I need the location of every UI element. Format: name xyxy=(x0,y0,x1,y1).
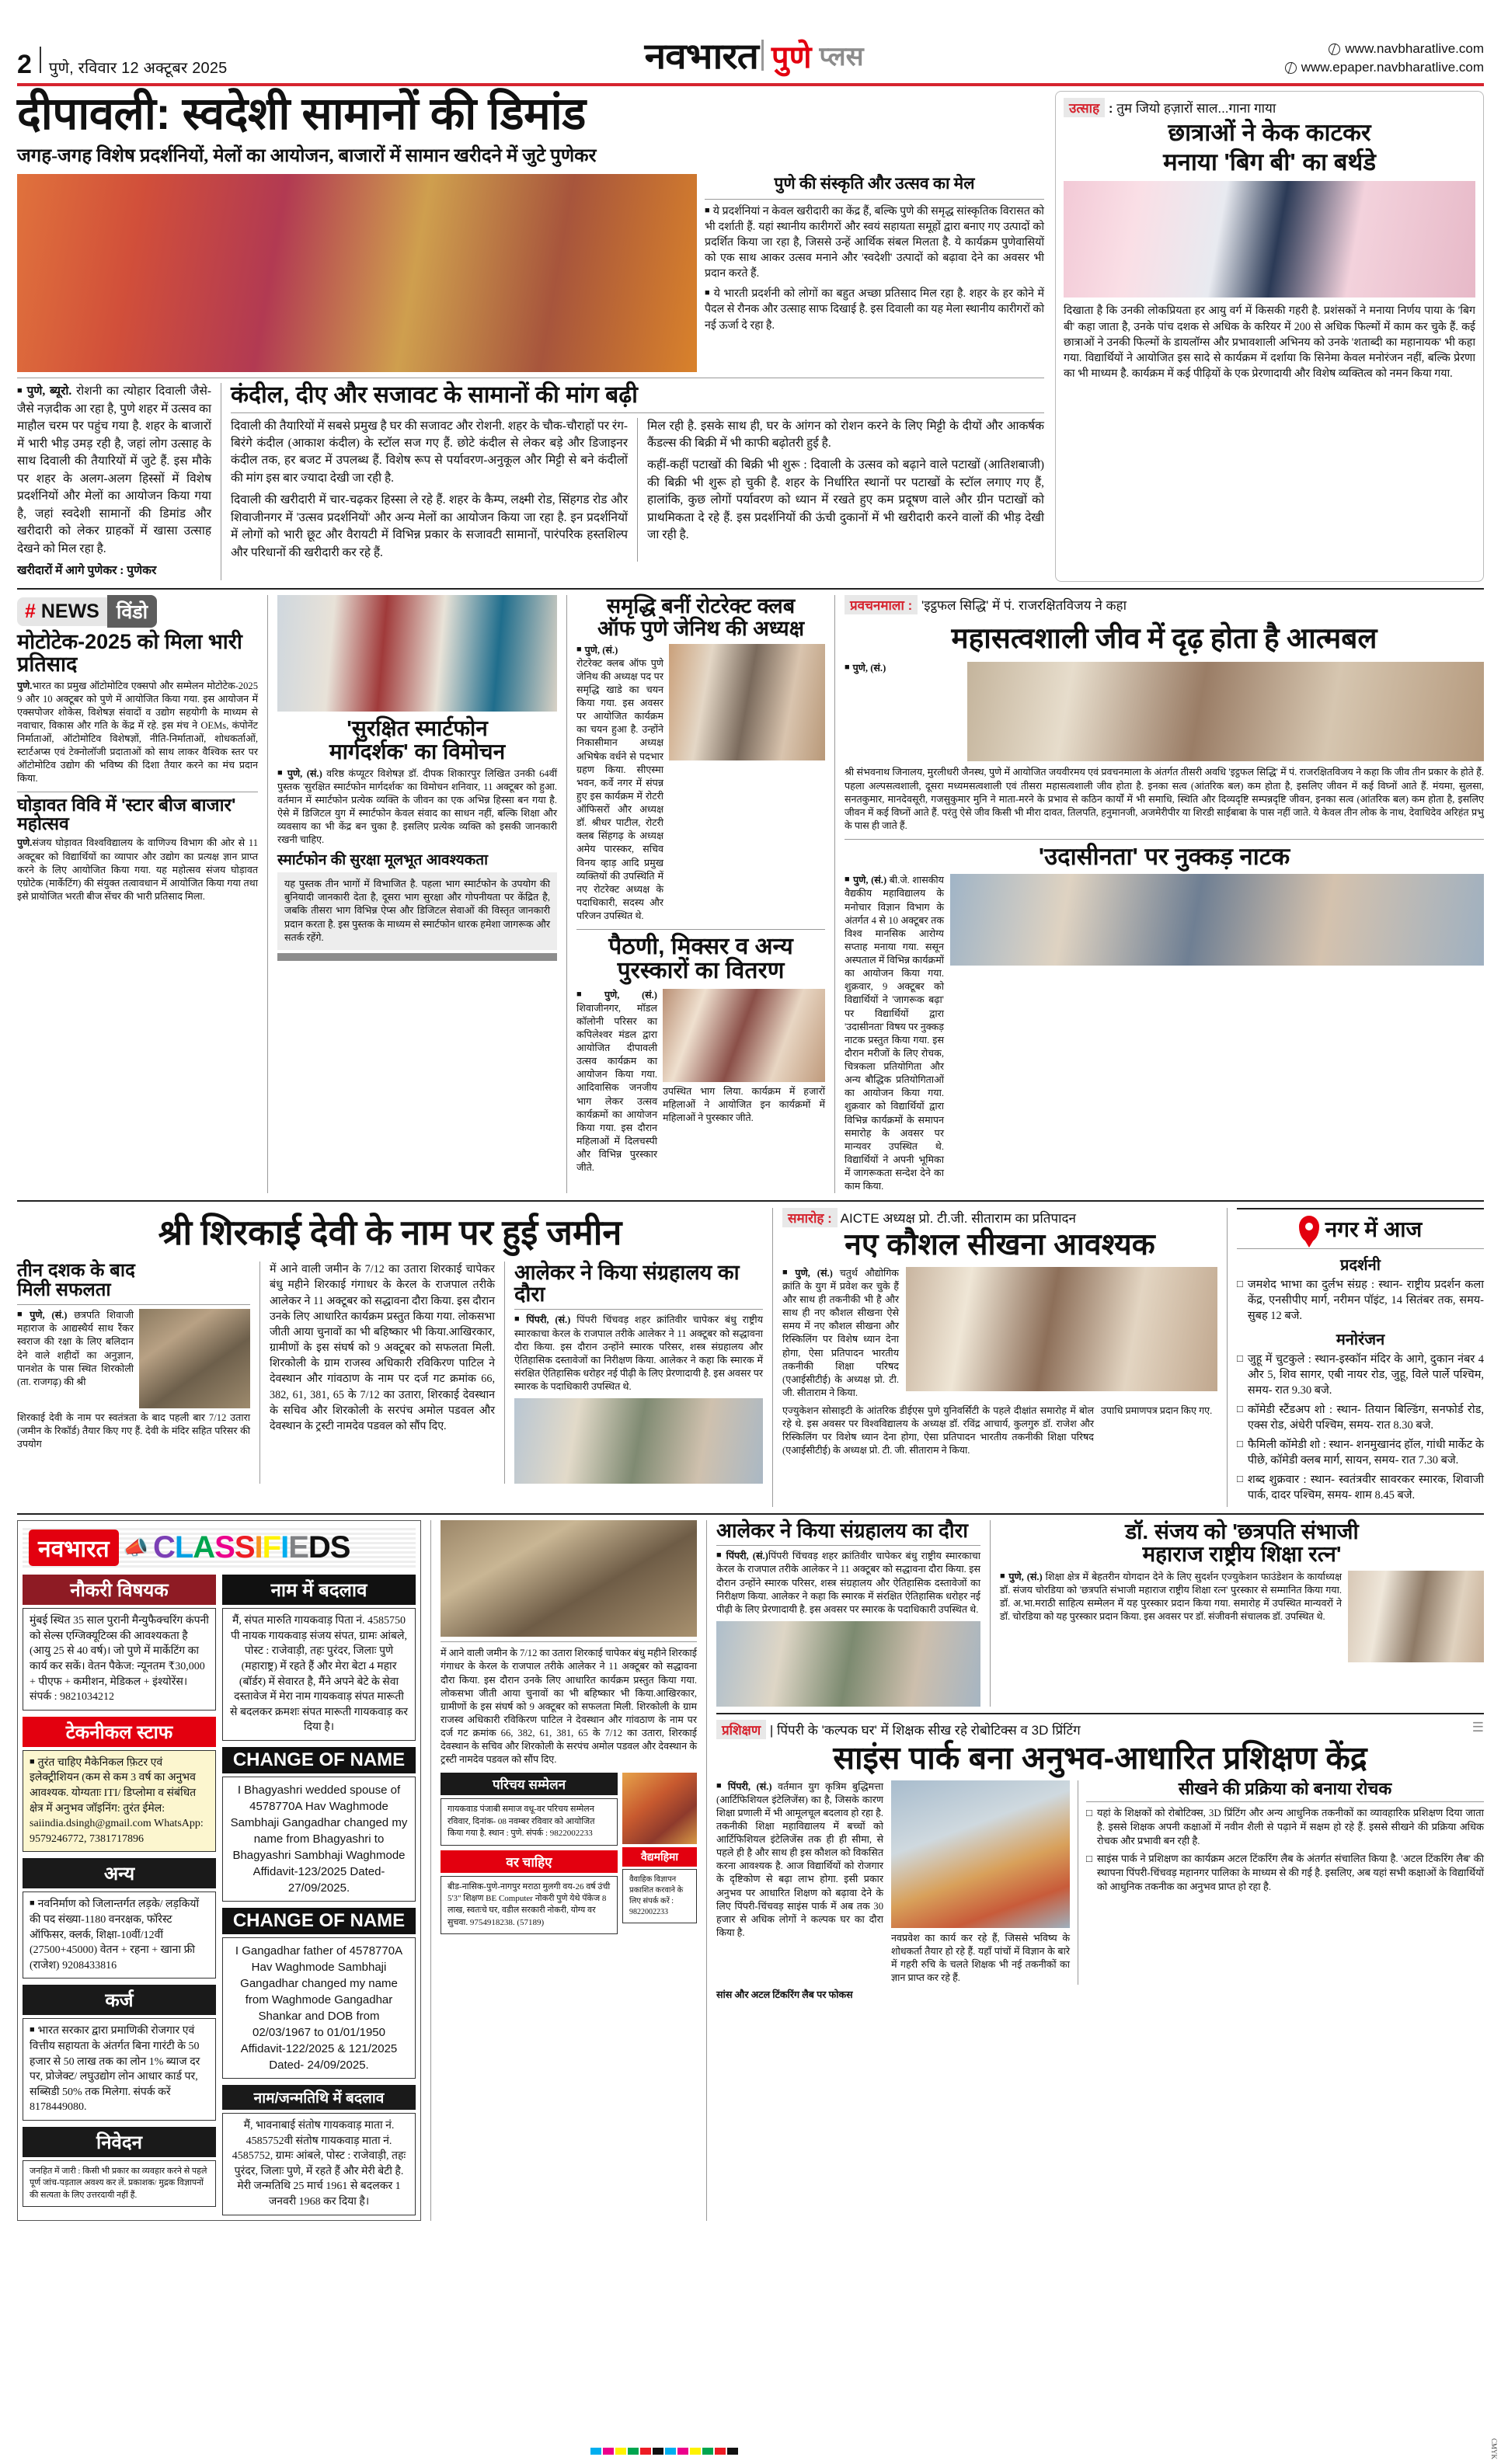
utsah-photo xyxy=(1064,181,1475,298)
alekar-body: पिंपरी चिंचवड़ शहर क्रांतिवीर चापेकर बंधु राष्ट्रीय स्मारकाचा केरल के राजपाल तरीके आलेकर ने 11 अक्टूबर को सद्धावना दौरा किया. इस दौरान उन्होंने स्मारक परिसर, शस्त्र संग्रहालय और ऐतिहासिक दस्तावेजों का निरीक्षण किया. आलेकर ने कहा कि स्मारक में संरक्षित ऐतिहासिक धरोहर नई पीढ़ी के लिए प्रेरणादायी है. इस अवसर पर स्मारक के पदाधिकारी उपस्थित थे. xyxy=(514,1314,763,1393)
masthead-websites xyxy=(1285,40,1484,78)
lower-middle-block xyxy=(441,1520,697,2220)
city-today-item: □ शब्द शुक्रवार : स्थान- स्वतंत्रवीर सावरकर स्मारक, शिवाजी पार्क, दादर पश्चिम, समय- शाम 8.45 बजे. xyxy=(1237,1473,1484,1502)
classified-category-karj: कर्ज xyxy=(23,1985,216,2015)
newsvideo-body: भारत का प्रमुख ऑटोमोटिव एक्सपो और सम्मेलन मोटोटेक-2025 9 और 10 अक्टूबर को पुणे में आयोजित किया गया. इस आयोजन में एक्सपोजर शोकेस, विशेषज्ञ संवादों व उद्योग सहयोगी के माध्यम से नवाचार, विकास और गति के केंद्र में रहे. इस मंच ने OEMs, कंपोनेंट निर्माताओं, ऑटोमोटिव विशेषज्ञों, नीति-निर्माताओं, शोधकर्ताओं, स्टार्टअप्स एवं टेक्नोलॉजी प्रदाताओं को साथ लाकर वैश्विक स्तर पर ऑटोमोटिव उद्योग की भविष्य की दिशा तैयार करने का मंच प्रदान किया. xyxy=(17,680,258,785)
city-today-section-exhibition: प्रदर्शनी xyxy=(1340,1257,1381,1275)
newsvideo-block xyxy=(17,595,258,1193)
shirkai-body-mid: में आने वाली जमीन के 7/12 का उतारा शिरकाई चापेकर बंधु महीने शिरकाई गंगाधर के केरल के राजपाल तरीके आलेकर ने 11 अक्टूबर को सद्धावना दौरा किया. इस दौरान उनके लिए आधारित कार्यक्रम प्रस्तुत किया गया. लोकसभा जीती आया चुनावों का भी बहिष्कार भी किया.आखिरकार, ग्रामीणों के इस संघर्ष को 9 अक्टूबर को सफलता मिली. शिरकोली के ग्राम राजस्व अधिकारी रविकिरण पाटिल ने देवस्थान और गांवठाण के नाम पर दर्ज गट क्रमांक 66, 382, 61, 381, 65 के 7/12 का उतारा, शिरकाई देवस्थान के सचिव और शिरकोली के सरपंच अमोल पडवल और देवस्थान के ट्रस्टी नामदेव पडवल को सौंप दिए. xyxy=(270,1263,495,1432)
lead-right-subhead: पुणे की संस्कृति और उत्सव का मेल xyxy=(774,174,975,193)
classifieds-block xyxy=(17,1520,421,2220)
prashikshan-kicker: प्रशिक्षण | पिंपरी के 'कल्पक घर' में शिक्षक सीख रहे रोबोटिक्स व 3D प्रिंटिंग ☰ xyxy=(716,1720,1484,1739)
section-rule-3 xyxy=(17,1513,1484,1515)
classified-category-vaid: वैद्यमहिमा xyxy=(622,1847,697,1867)
pravachanmala-body: श्री संभवनाथ जिनालय, मुरलीधरी जैनस्थ, पुणे में आयोजित जयवीरमय एवं प्रवचनमाला के अंतर्गत तीसरी अवधि 'इट्ठफल सिद्धि' में पं. राजरक्षितविजय ने कहा कि जीव तीन प्रकार के होते हैं. पहला अल्पसत्वशाली, दूसरा मध्यमसत्वशाली एवं तीसरा महासत्वशाली जीव होता है. इनका सत्व (आंतरिक बल) कम होता है, इसलिए जीवन में कई विघ्नों आते हैं. मंयमा, सुलसा, सनतकुमार, मानदेवसूरी, गजसुकुमार मुनि ने माता-मरने के प्रभाव से कठिन कार्यों में भी समाधि, स्थिति और दिव्यदृष्टि सम्पन्नदृष्टि जीवन, इनका सत्व (आंतरिक बल) कम होता है, इसलिए जीवन में कई विघ्नों आते हैं. परंतु ऐसे जीव किसी भी मीरा दावत, तिलपति, हनुमानजी, अजमेरीपीर या शिरडी साईबाबा के पास नहीं जाते. ये केवल तीन लोक के नाथ, देवाधिदेव अरिहंत प्रभु के पास ही जाते हैं. xyxy=(845,767,1484,831)
bullet-square-icon: □ xyxy=(1237,1473,1243,1485)
prashikshan-kicker-tag: प्रशिक्षण xyxy=(716,1720,766,1739)
aicte-body-right: एज्युकेशन सोसाइटी के आंतरिक डीईएस पुणे युनिवर्सिटी के पहले दीक्षांत समारोह में बोल रहे थे. इस अवसर पर विश्वविद्यालय के अध्यक्ष डॉ. रविंद्र आचार्य, कुलगुरु डॉ. राजेश और रिस्किलिंग पर विशेष ध्यान देना होगा, ऐसा प्रतिपादन भारतीय तकनीकी शिक्षा परिषद (एआईसीटीई) के अध्यक्ष प्रो. टी. जी. सीताराम ने किया. xyxy=(782,1405,1094,1456)
alekar-lower: आलेकर ने किया संग्रहालय का दौरा ■ पिंपरी, (सं.)पिंपरी चिंचवड़ शहर क्रांतिवीर चापेकर बंधु राष्ट्रीय स्मारकाचा केरल के राजपाल तरीके आलेकर ने 11 अक्टूबर को सद्धावना दौरा किया. इस दौरान उन्होंने स्मारक परिसर, शस्त्र संग्रहालय और ऐतिहासिक दस्तावेजों का निरीक्षण किया. आलेकर ने कहा कि स्मारक में संरक्षित ऐतिहासिक धरोहर नई पीढ़ी के लिए प्रेरणादायी है. इस अवसर पर स्मारक के पदाधिकारी उपस्थित थे. xyxy=(716,1520,980,1707)
classified-category-naukri: नौकरी विषयक xyxy=(23,1575,216,1605)
logo-navbharat: नवभारत xyxy=(644,36,758,76)
shirkai-block xyxy=(17,1208,763,1507)
smartphone-dateline: पुणे, (सं.) xyxy=(287,767,322,779)
shirkai-subhead-1: तीन दशक के बाद xyxy=(17,1260,135,1282)
color-registration-bar xyxy=(590,2448,738,2455)
classifieds-wordmark: CLASSIFIEDS xyxy=(152,1530,350,1565)
smartphone-sub-head: स्मार्टफोन की सुरक्षा मूलभूत आवश्यकता xyxy=(277,852,489,869)
prashikshan-photo xyxy=(891,1780,1070,1928)
classified-category-var: वर चाहिए xyxy=(441,1850,618,1873)
bullet-square-icon: □ xyxy=(1086,1853,1092,1865)
starseed-body: संजय घोड़ावत विश्वविद्यालय के वाणिज्य विभाग की ओर से 11 अक्टूबर को विद्यार्थियों का व्यापार और उद्योग का प्रत्यक्ष ज्ञान प्राप्त करने के लिए आयोजित किया गया. यह महोत्सव संजय घोड़ावत एग्रोटेक (मार्केटिंग) की संयुक्त तत्वावधान में आयोजित किया गया तथा इसे प्रायोजित भरती बीज सेंचर की भारी प्रतिसाद मिला. xyxy=(17,837,258,902)
classifieds-header xyxy=(23,1526,416,1570)
smartphone-photo xyxy=(277,595,557,712)
lead-story xyxy=(17,91,1044,582)
classifieds-brand: नवभारत xyxy=(29,1530,119,1566)
classified-category-nivedan: निवेदन xyxy=(23,2127,216,2157)
lead-col1-bold: खरीदारों में आगे पुणेकर : पुणेकर xyxy=(17,564,157,578)
globe-icon xyxy=(1285,62,1297,74)
aicte-block xyxy=(782,1208,1217,1507)
lead-mid-headline: कंदील, दीए और सजावट के सामानों की मांग बढ़ी xyxy=(231,382,638,409)
prashikshan-kicker-text: पिंपरी के 'कल्पक घर' में शिक्षक सीख रहे रोबोटिक्स व 3D प्रिंटिंग xyxy=(777,1722,1081,1738)
classified-ad: गायकवाड पंजाबी समाज वधू-वर परिचय सम्मेलन रविवार, दिनांक- 08 नवम्बर रविवार को आयोजित किया गया है. स्थान : पुणे. संपर्क : 9822002233 xyxy=(441,1798,618,1845)
pravachanmala-kicker-tag: प्रवचनमाला : xyxy=(845,595,918,614)
sanjay-body: शिक्षा क्षेत्र में बेहतरीन योगदान देने के लिए सुदर्शन एज्युकेशन फाउंडेशन के कार्याध्यक्ष डॉ. संजय चोरडिया को 'छत्रपति संभाजी महाराज राष्ट्रीय शिक्षा रत्न' पुरस्कार से सम्मानित किया गया. डॉ. अ.भा.मराठी साहित्य सम्मेलन में यह पुरस्कार प्रदान किया गया. समारोह में उपस्थित मान्यवरों ने डॉ. चोरडिया को यह पुरस्कार प्रदान किया. इस अवसर पर डॉ. संजीवनी संचालक डॉ. उपस्थित थे. xyxy=(1000,1571,1343,1622)
location-pin-icon xyxy=(1299,1216,1319,1242)
nukkad-photo xyxy=(950,874,1484,966)
lead-photo xyxy=(17,174,697,372)
logo-pune: पुणे xyxy=(771,40,812,75)
megaphone-icon: 📣 xyxy=(123,1536,148,1559)
prashikshan-sub-item-2: □ साइंस पार्क ने प्रशिक्षण का कार्यक्रम अटल टिंकरिंग लैब के अंतर्गत संचालित किया है. 'अटल टिंकरिंग लैब' की स्थापना पिंपरी-चिंचवड़ महानगर पालिका के माध्यम से की गई है. इसलिए, अब यहां सभी कक्षाओं के विद्यार्थियों को आधुनिक तकनीक का अनुभव प्राप्त हो रहा है. xyxy=(1086,1853,1484,1893)
smartphone-grey-rule xyxy=(277,953,557,961)
utsah-kicker: उत्साह : तुम जियो हज़ारों साल...गाना गाया xyxy=(1064,98,1475,117)
starseed-dateline: पुणे. xyxy=(17,837,33,849)
sanjay-headline-1: डॉ. संजय को 'छत्रपति संभाजी xyxy=(1125,1519,1359,1544)
bullet-square-icon: □ xyxy=(1237,1438,1243,1450)
classified-ad: जनहित में जारी : किसी भी प्रकार का व्यवहार करने से पहले पूर्ण जांच-पड़ताल अवश्य कर लें. प्रकाशक/ मुद्रक विज्ञापनों की सत्यता के लिए उत्तरदायी नहीं हैं. xyxy=(23,2160,216,2207)
rotaract-body: रोटरेक्ट क्लब ऑफ पुणे जेनिथ की अध्यक्ष पद पर समृद्धि खाडे का चयन किया गया. इस अवसर पर आयोजित कार्यक्रम का चयन हुआ है. उन्होंने निकासीमान अध्यक्ष अभिषेक वर्धने से पदभार ग्रहण किया. सीएस्मा भवन, कर्वे नगर में संपन्न हुए इस कार्यक्रम में रोटरी ऑफिसरों और अध्यक्ष डॉ. श्रीधर पाटील, रोटरी क्लब सिंहगढ़ के अध्यक्ष अमेय पारस्कर, सचिव विनय व्हाड़ आदि प्रमुख व्यक्तियों की उपस्थिति में नए रोटरेक्ट अध्यक्ष के पदाधिकारी, सदस्य और परिजन उपस्थित थे. xyxy=(576,657,663,922)
city-today-title: नगर में आज xyxy=(1325,1217,1423,1242)
prashikshan-mid-body: नवप्रवेश का कार्य कर रहे हैं, जिससे भविष्य के शोधकर्ता तैयार हो रहे हैं. यहाँ पांचों में विज्ञान के बारे में गहरी रुचि के चलते शिक्षक भी नई तकनीकों का ज्ञान प्राप्त कर रहे हैं. xyxy=(891,1932,1070,1983)
city-today-item: □ जुहू में चुटकुले : स्थान-इस्कॉन मंदिर के आगे, दुकान नंबर 4 और 5, शिव सागर, एबी नायर रोड, जुहू, विले पार्ले पश्चिम, समय- रात 9.30 बजे. xyxy=(1237,1352,1484,1397)
bullet-square-icon: □ xyxy=(1237,1352,1243,1365)
prashikshan-headline: साइंस पार्क बना अनुभव-आधारित प्रशिक्षण केंद्र xyxy=(833,1739,1367,1776)
lead-mid-col1b: दिवाली की खरीदारी में चार-चढ़कर हिस्सा ले रहे हैं. शहर के कैम्प, लक्ष्मी रोड, सिंहगड रोड और शिवाजीनगर में 'उत्सव प्रदर्शनियों' और अन्य मेलों का आयोजन किया जा रहा है. इन प्रदर्शनियों में लोगों को भारी छूट और वैरायटी में विभिन्न प्रकार के सजावटी सामानों, पारंपरिक हस्तशिल्प और परिधानों की खरीदारी कर रहे हैं. xyxy=(231,493,628,559)
lead-mid-col2: मिल रही है. इसके साथ ही, घर के आंगन को रोशन करने के लिए मिट्टी के दीयों और आकर्षक कैंडल्स की बिक्री में भी काफी बढ़ोतरी हुई है. xyxy=(647,419,1044,450)
prashikshan-block xyxy=(716,1720,1484,2002)
prashikshan-subhead: सीखने की प्रक्रिया को बनाया रोचक xyxy=(1178,1778,1392,1798)
alekar-dateline: पिंपरी, (सं.) xyxy=(526,1314,571,1326)
lead-col-1 xyxy=(17,383,211,579)
aicte-headline: नए कौशल सीखना आवश्यक xyxy=(845,1228,1155,1262)
paithani-headline-1: पैठणी, मिक्सर व अन्य xyxy=(608,934,793,960)
website-epaper[interactable]: www.epaper.navbharatlive.com xyxy=(1301,60,1484,75)
smartphone-headline-1: 'सुरक्षित स्मार्टफोन xyxy=(347,716,488,741)
utsah-headline-line2: मनाया 'बिग बी' का बर्थडे xyxy=(1163,148,1376,176)
lead-col1-text: रोशनी का त्योहार दिवाली जैसे-जैसे नज़दीक आ रहा है, पुणे शहर में उत्सव का माहौल चरम पर पहुंच गया है. शहर के बाजारों में भारी भीड़ उमड़ रही है, जहां लोग उत्साह के साथ दिवाली की तैयारियों में जुटे हैं. इस मौके पर शहर के अलग-अलग हिस्सों में विशेष प्रदर्शनियों और मेलों का आयोजन किया गया है, जहां स्वदेशी सामानों की डिमांड और खरीदारी को लेकर ग्राहकों में खासा उत्साह देखने को मिल रहा है. xyxy=(17,385,212,555)
sanjay-photo xyxy=(1348,1571,1484,1662)
alekar-lower-photo xyxy=(716,1621,980,1707)
section-rule-1 xyxy=(17,588,1484,590)
classified-category-naam-janm: नाम/जन्मतिथि में बदलाव xyxy=(222,2085,416,2110)
aicte-body-right-2: उपाधि प्रमाणपत्र प्रदान किए गए. xyxy=(1101,1405,1213,1417)
pravachanmala-dateline: पुणे, (सं.) xyxy=(852,663,886,674)
utsah-headline-line1: छात्राओं ने केक काटकर xyxy=(1168,119,1371,146)
classified-ad: वैवाहिक विज्ञापन प्रकाशित करवाने के लिए संपर्क करें : 9822002233 xyxy=(622,1869,697,1923)
masthead-logo[interactable] xyxy=(644,31,864,79)
smartphone-headline-2: मार्गदर्शक' का विमोचन xyxy=(329,739,506,764)
city-today-section-entertainment: मनोरंजन xyxy=(1336,1331,1385,1349)
classified-ad: ■ भारत सरकार द्वारा प्रमाणिकी रोजगार एवं वित्तीय सहायता के अंतर्गत बिना गारंटी के 50 हजार से 50 लाख तक का लोन 1% ब्याज दर पर, प्रोजेक्ट/ लघुउद्योग लोन आधार कार्ड पर, सब्सिडी 50% तक मिलेगा. संपर्क करें 8178449080. xyxy=(23,2018,216,2121)
classified-category-change-of-name: CHANGE OF NAME xyxy=(222,1747,416,1773)
smartphone-sub-body: यह पुस्तक तीन भागों में विभाजित है. पहला भाग स्मार्टफोन के उपयोग की बुनियादी जानकारी देता है, दूसरा भाग सुरक्षा और गोपनीयता पर केंद्रित है, जबकि तीसरा भाग विभिन्न ऐप्स और डिजिटल सेवाओं की विस्तृत जानकारी प्रदान करता है. इस पुस्तक के माध्यम से स्मार्टफोन धारक हमेशा जागरूक और सतर्क रहेंगे. xyxy=(277,872,557,950)
logo-separator xyxy=(761,40,764,71)
lead-mid-col1: दिवाली की तैयारियों में सबसे प्रमुख है घर की सजावट और रोशनी. शहर के चौक-चौराहों पर रंग-बिरंगे कंदील (आकाश कंदील) के स्टॉल सज गए हैं. छोटे कंदील से लेकर बड़े और डिजाइनर कंदील तक, हर बजट में उपलब्ध हैं. विशेष रूप से पर्यावरण-अनुकूल और मिट्टी से बने कंदीलों की मांग इस बार ज्यादा देखी जा रही है. xyxy=(231,419,628,485)
hamburger-icon: ☰ xyxy=(1471,1719,1484,1735)
paithani-dateline: पुणे, (सं.) xyxy=(604,989,657,1001)
city-today-item: □ फैमिली कॉमेडी शो : स्थान- शनमुखानंद हॉल, गांधी मार्केट के पीछे, कॉमेडी क्लब मार्ग, सायन, समय- रात 7.30 बजे. xyxy=(1237,1438,1484,1467)
logo-plus: प्लस xyxy=(819,42,864,71)
bullet-square-icon: □ xyxy=(1237,1278,1243,1290)
lead-subhead: जगह-जगह विशेष प्रदर्शनियों, मेलों का आयोजन, बाजारों में सामान खरीदने में जुटे पुणेकर xyxy=(17,146,597,167)
lower-middle-body: में आने वाली जमीन के 7/12 का उतारा शिरकाई चापेकर बंधु महीने शिरकाई गंगाधर के केरल के राजपाल तरीके आलेकर ने 11 अक्टूबर को सद्धावना दौरा किया. इस दौरान उनके लिए आधारित कार्यक्रम प्रस्तुत किया गया. लोकसभा जीती आया चुनावों का भी बहिष्कार भी किया.आखिरकार, ग्रामीणों के इस संघर्ष को 9 अक्टूबर को सफलता मिली. शिरकोली के ग्राम राजस्व अधिकारी रविकिरण पाटिल ने देवस्थान और गांवठाण के नाम पर दर्ज गट क्रमांक 66, 382, 61, 381, 65 के 7/12 का उतारा, शिरकाई देवस्थान के सचिव और शिरकोली के सरपंच अमोल पडवल और देवस्थान के ट्रस्टी नामदेव पडवल को सौंप दिए. xyxy=(441,1648,697,1766)
prashikshan-footer-head: सांस और अटल टिंकरिंग लैब पर फोकस xyxy=(716,1989,853,2001)
classified-category-change-of-name-2: CHANGE OF NAME xyxy=(222,1908,416,1934)
lead-headline: दीपावली: स्वदेशी सामानों की डिमांड xyxy=(17,89,586,139)
alekar-lower-headline: आलेकर ने किया संग्रहालय का दौरा xyxy=(716,1519,968,1543)
rotaract-block xyxy=(576,595,825,1193)
masthead xyxy=(17,14,1484,81)
shirkai-headline: श्री शिरकाई देवी के नाम पर हुई जमीन xyxy=(158,1213,622,1253)
shirkai-body-left: छत्रपति शिवाजी महाराज के आद्यस्थैर्य साथ रैंकर स्वराज की रक्षा के लिए बलिदान देने वाले शहीदों का अनुज्ञान, पानशेत के पास स्थित शिरकोली (ता. राजगढ़) की श्री xyxy=(17,1310,134,1387)
prashikshan-body-left: वर्तमान युग कृत्रिम बुद्धिमत्ता (आर्टिफिशियल इंटेलिजेंस) का है, जिसके कारण शिक्षा प्रणाली में भी आमूलचूल बदलाव हो रहा है. तकनीकी शिक्षा महाविद्यालय में बच्चों को आर्टिफिशियल इंटेलिजेंस तक ही ही सीमा, से पहले ही है और साथ ही इस कौशल को विकसित करना आवश्यक है. आज विद्यार्थियों को रोजगार के दृष्टिकोण से बढ़ा लाभ होगा. इसी प्रकार अनुभव पर आधारित शिक्षण को बढ़ावा देने के लिए पिंपरी-चिंचवड़ साइंस पार्क में अब तक 30 हजार से अधिक लोगों ने कल्पक घर का दौरा किया है. xyxy=(716,1780,883,1938)
classified-ad: ■ नवनिर्माण को जिलान्तर्गत लड़के/ लड़कियों की पद संख्या-1180 वनरक्षक, फॉरेस्ट ऑफिसर, क्लर्क, शिक्षा-10वीं/12वीं (27500+45000) वेतन + रहना + खाना फ्री (राजेश) 9208433816 xyxy=(23,1892,216,1979)
lead-byline: पुणे, ब्यूरो. xyxy=(26,385,72,398)
tab-video[interactable]: विंडो xyxy=(107,595,157,628)
bullet-square-icon: □ xyxy=(1237,1403,1243,1415)
utsah-kicker-tag: उत्साह xyxy=(1064,98,1105,117)
aicte-kicker xyxy=(782,1208,1217,1227)
classified-ad: मैं, संपत मारुति गायकवाड़ पिता नं. 4585750 पी नायक गायकवाड़ संजय संपत, ग्रामः आंबले, पोस्ट : राजेवाड़ी, तहः पुरंदर, जिलाः पुणे (महाराष्ट्र) में रहते हैं और मेरा बेटा 4 महार (बॉर्डर) में सेवारत है, मैंने अपने बेटे के सेवा दस्तावेज में मेरा नाम गायकवाड़ संपत मारूती से बदलकर क्रमशः संपत मारूती गायकवाड़ कर दिया है। xyxy=(222,1608,416,1741)
masthead-dateline: पुणे, रविवार 12 अक्टूबर 2025 xyxy=(48,60,228,77)
city-today-header xyxy=(1237,1214,1484,1244)
alekar-photo xyxy=(514,1398,763,1484)
news-video-tabs[interactable] xyxy=(17,595,258,628)
globe-icon xyxy=(1329,44,1340,55)
sanjay-dateline: पुणे, (सं.) xyxy=(1008,1571,1043,1582)
lead-right-para-2: ■ ये भारती प्रदर्शनी को लोगों का बहुत अच्छा प्रतिसाद मिल रहा है. शहर के हर कोने में पैदल से रौनक और उत्साह साफ दिखाई है. इस दिवाली का यह मेला स्थानीय कारीगरों को नई ऊर्जा दे रहा है. xyxy=(705,286,1044,332)
website-main[interactable]: www.navbharatlive.com xyxy=(1345,40,1484,56)
sanjay-block xyxy=(1000,1520,1484,1707)
rotaract-photo xyxy=(669,644,825,760)
page-number: 2 xyxy=(17,50,32,79)
utsah-kicker-text: तुम जियो हज़ारों साल...गाना गाया xyxy=(1116,101,1276,116)
nukkad-headline: 'उदासीनता' पर नुक्कड़ नाटक xyxy=(1038,843,1290,871)
vaid-ad-photo xyxy=(622,1773,697,1844)
pravachanmala-photo xyxy=(967,662,1484,761)
pravachanmala-block xyxy=(845,595,1484,1193)
band-3 xyxy=(17,1208,1484,1507)
lead-mid-col2b: कहीं-कहीं पटाखों की बिक्री भी शुरू : दिवाली के उत्सव को बढ़ाने वाले पटाखों (आतिशबाजी) की बिक्री भी शुरू हो चुकी है. शहर के निर्धारित स्थानों पर पटाखों के स्टॉल लगाए गए हैं, हालांकि, कुछ लोगों पर्यावरण को ध्यान में रखते हुए कम प्रदूषण वाले और ग्रीन पटाखों को प्राथमिकता दे रहे हैं. इस प्रदर्शनियों की ऊंची दुकानों में भी खरीदारी करने वालों की भीड़ देखी जा रही है. xyxy=(647,458,1044,542)
shirkai-caption: शिरकाई देवी के नाम पर स्वतंत्रता के बाद पहली बार 7/12 उतारा (जमीन के रिकॉर्ड) तैयार किए गए हैं. देवी के मंदिर सहित परिसर की उपयोग xyxy=(17,1412,250,1450)
city-today-item: □ कॉमेडी स्टैंडअप शो : स्थान- तियान बिल्डिंग, सनफोर्ड रोड, एक्स रोड, अंधेरी पश्चिम, समय- रात 8.30 बजे. xyxy=(1237,1403,1484,1432)
rotaract-dateline: पुणे, (सं.) xyxy=(584,644,618,656)
newsvideo-dateline: पुणे. xyxy=(17,680,33,691)
museum-photo xyxy=(441,1520,697,1637)
smartphone-block xyxy=(277,595,557,1193)
pravachanmala-kicker xyxy=(845,595,1484,614)
aicte-dateline: पुणे, (सं.) xyxy=(795,1267,833,1279)
band-4 xyxy=(17,1520,1484,2220)
classified-category-technical: टेकनीकल स्टाफ xyxy=(23,1717,216,1747)
prashikshan-sub-item: □ यहां के शिक्षकों को रोबोटिक्स, 3D प्रिंटिंग और अन्य आधुनिक तकनीकों का व्यावहारिक प्रशिक्षण दिया जाता है. इससे शिक्षक अपनी कक्षाओं में नवीन शैली से पढ़ाने में सक्षम हो रहे हैं. इससे सीखने की प्रक्रिया अधिक रोचक और प्रभावी बन रही है. xyxy=(1086,1807,1484,1847)
classified-ad: ■ तुरंत चाहिए मैकेनिकल फ़िटर एवं इलेक्ट्रीशियन (कम से कम 3 वर्ष का अनुभव आवश्यक. योग्यताः ITI/ डिप्लोमा व संबंधित क्षेत्र में अनुभव जॉइनिंग: तुरंत ईमेल: saiindia.dsingh@gmail.com WhatsApp: 9579246772, 7381717896 xyxy=(23,1750,216,1853)
aicte-body-left: चतुर्थ औद्योगिक क्रांति के युग में प्रवेश कर चुके हैं और साथ ही तकनीकी भी है और साथ ही नए कौशल सीखना ऐसे समय में नए कौशल सीखना और रिस्किलिंग पर विशेष ध्यान देना होगा, ऐसा प्रतिपादन भारतीय तकनीकी शिक्षा परिषद (एआईसीटीई) के अध्यक्ष प्रो. टी. जी. सीताराम ने किया. xyxy=(782,1267,899,1398)
shirkai-idol-photo xyxy=(139,1309,250,1408)
tab-news[interactable]: # NEWS xyxy=(17,597,107,626)
section-rule-2 xyxy=(17,1200,1484,1202)
rotaract-headline-1: समृद्धि बनीं रोटरेक्ट क्लब xyxy=(606,594,796,618)
lead-mid-block xyxy=(231,383,1044,579)
alekar-headline: आलेकर ने किया संग्रहालय का दौरा xyxy=(514,1261,740,1307)
utsah-body: दिखाता है कि उनकी लोकप्रियता हर आयु वर्ग में किसकी गहरी है. प्रशंसकों ने मनाया निर्णय पाया के 'बिग बी' कहा जाता है, उनके पांच दशक से अधिक के करियर में 200 से अधिक फिल्मों में काम कर चुके हैं. कई छात्राओं ने उनकी फिल्मों के डायलॉग्स और प्रभावशाली अभिनय को उनके 'शताब्दी का महानायक' भी कहा गया. विद्यार्थियों ने आयोजित इस सादे से कार्यक्रम में दर्शाया कि सिनेमा केवल मनोरंजन नहीं, बल्कि प्रेरणा का भी माध्यम है. कार्यक्रम में कई पीढ़ियों के एक प्रेरणादायी और विशेष व्यक्तित्व को नमन किया गया. xyxy=(1064,305,1475,381)
city-today-item: □ जमशेद भाभा का दुर्लभ संग्रह : स्थान- राष्ट्रीय प्रदर्शन कला केंद्र, एनसीपीए मार्ग, नरीमन पॉइंट, 14 सितंबर तक, समय- सुबह 12 बजे. xyxy=(1237,1278,1484,1323)
aicte-kicker-text: AICTE अध्यक्ष प्रो. टी.जी. सीताराम का प्रतिपादन xyxy=(840,1211,1076,1227)
classified-category-anya: अन्य xyxy=(23,1858,216,1888)
masthead-red-rule xyxy=(17,83,1484,86)
nukkad-body: बी.जे. शासकीय वैद्यकीय महाविद्यालय के मनोचार विज्ञान विभाग के अंतर्गत 4 से 10 अक्टूबर तक विश्व मानसिक आरोग्य सप्ताह मनाया गया. ससून अस्पताल में विभिन्न कार्यक्रमों का आयोजन किया गया. शुक्रवार, 9 अक्टूबर को विद्यार्थियों ने 'जागरूक बढ़ा' पर विद्यार्थियों द्वारा 'उदासीनता' विषय पर नुक्कड़ नाटक प्रस्तुत किया गया. इस दौरान मरीजों के लिए रोचक, चित्रकला प्रतियोगिता और अन्य बौद्धिक प्रतियोगिताओं का आयोजन किया गया. शुक्रवार को विद्यार्थियों द्वारा विभिन्न कार्यक्रमों के समापन समारोह के अवसर पर मान्यवर उपस्थित थे. विद्यार्थियों ने अपनी भूमिका में जागरूकता सन्देश देने का काम किया. xyxy=(845,875,944,1192)
pravachanmala-kicker-text: 'इट्ठफल सिद्धि' में पं. राजरक्षितविजय ने कहा xyxy=(921,598,1127,614)
classified-category-naam: नाम में बदलाव xyxy=(222,1575,416,1605)
classified-ad: I Bhagyashri wedded spouse of 4578770A Hav Waghmode Sambhaji Gangadhar changed my name from Bhagyashri to Bhagyashri Sambhaji Waghmode Affidavit-123/2025 Dated- 27/09/2025. xyxy=(222,1777,416,1902)
band-2 xyxy=(17,595,1484,1193)
pravachanmala-headline: महासत्वशाली जीव में दृढ़ होता है आत्मबल xyxy=(951,623,1377,656)
classified-ad: मुंबई स्थित 35 साल पुरानी मैन्युफैक्चरिंग कंपनी को सेल्स एग्जिक्यूटिव्स की आवश्यकता है (आयु 25 से 40 वर्ष)। जो पुणे में मार्केटिंग का कार्य कर सकें। वेतन पैकेज: न्यूनतम ₹30,000 + पीएफ + कमीशन, मेडिकल + इंश्योरेंस। संपर्क : 9821034212 xyxy=(23,1608,216,1711)
paithani-body: शिवाजीनगर, मॉडल कॉलोनी परिसर का कपिलेश्वर मंडल द्वारा आयोजित दीपावली उत्सव कार्यक्रम का आयोजन किया गया. आदिवासिक जनजीय भाग लेकर उत्सव कार्यक्रमों का आयोजन किया गया. इस दौरान महिलाओं में दिलचस्पी और विभिन्न पुरस्कार जीते. xyxy=(576,1002,657,1174)
classified-ad: बीड-नासिक-पुणे-नागपुर मराठा मुलगी वय-26 वर्ष उंची 5'3" शिक्षण BE Computer नोकरी पुणे येथे पॅकेज 8 लाख, स्वतःचे घर, वडील सरकारी नोकरी, योग्य वर सुचवा. 9754918238. (57189) xyxy=(441,1876,618,1935)
lower-right-block xyxy=(716,1520,1484,2220)
paithani-headline-2: पुरस्कारों का वितरण xyxy=(617,958,785,984)
sanjay-headline-2: महाराज राष्ट्रीय शिक्षा रत्न' xyxy=(1142,1542,1342,1567)
aicte-kicker-tag: समारोह : xyxy=(782,1208,838,1227)
shirkai-dateline: पुणे, (सं.) xyxy=(30,1310,68,1321)
lead-row xyxy=(17,91,1484,582)
utsah-story xyxy=(1055,91,1484,582)
nukkad-dateline: पुणे, (सं.) xyxy=(853,875,887,886)
smartphone-body: वरिष्ठ कंप्यूटर विशेषज्ञ डॉ. दीपक शिकारपुर लिखित उनकी 64वीं पुस्तक 'सुरक्षित स्मार्टफोन मार्गदर्शक' का विमोचन शनिवार, 11 अक्टूबर को हुआ. वर्तमान में स्मार्टफोन प्रत्येक व्यक्ति के जीवन का एक अभिन्न हिस्सा बन गया है. ऐसे में डिजिटल युग में स्मार्टफोन केवल संवाद का साधन नहीं, बल्कि शिक्षा और व्यवसाय का भी केंद्र बन चुका है. इसलिए प्रत्येक व्यक्ति को इसकी जानकारी रखनी चाहिए. xyxy=(277,767,557,846)
classified-category-parichay: परिचय सम्मेलन xyxy=(441,1773,618,1795)
lead-right-para-1: ■ ये प्रदर्शनियां न केवल खरीदारी का केंद्र हैं, बल्कि पुणे की समृद्ध सांस्कृतिक विरासत को भी दर्शाती हैं. यहां स्थानीय कारीगरों और स्वयं सहायता समूहों द्वारा बनाए गए उत्पादों को प्रदर्शित किया जा रहा है, जिससे उन्हें आर्थिक संबल मिलता है. ये कार्यक्रम पुणेवासियों को एक साथ आकर उत्सव मनाने और 'स्वदेशी' उत्पादों को बढ़ावा देने का अवसर भी प्रदान करते हैं. xyxy=(705,204,1044,282)
aicte-photo xyxy=(906,1267,1217,1391)
newsvideo-headline: मोटोटेक-2025 को मिला भारी प्रतिसाद xyxy=(17,630,242,676)
rotaract-headline-2: ऑफ पुणे जेनिथ की अध्यक्ष xyxy=(597,616,805,640)
starseed-headline: घोड़ावत विवि में 'स्टार बीज बाजार' महोत्सव xyxy=(17,794,236,834)
shirkai-subhead-2: मिली सफलता xyxy=(17,1279,111,1301)
classified-ad: I Gangadhar father of 4578770A Hav Waghmode Sambhaji Gangadhar changed my name from Waghmode Gangadhar Shankar and DOB from 02/03/1967 to 01/01/1950 Affidavit-122/2025 & 121/2025 Dated- 24/09/2025. xyxy=(222,1937,416,2079)
bullet-square-icon: □ xyxy=(1086,1807,1092,1819)
prashikshan-dateline: पिंपरी, (सं.) xyxy=(727,1780,772,1792)
paithani-photo xyxy=(663,989,825,1082)
city-today-block xyxy=(1237,1208,1484,1507)
classified-ad: मैं, भावनाबाई संतोष गायकवाड़ माता नं. 4585752वी संतोष गायकवाड़ माता नं. 4585752, ग्रामः आंबले, पोस्ट : राजेवाड़ी, तहः पुरंदर, जिलाः पुणे, में रहते हैं और मेरी बेटी है. मेरी जन्मतिथि 25 मार्च 1961 से बदलकर 1 जनवरी 1968 कर दिया है। xyxy=(222,2113,416,2215)
masthead-left xyxy=(17,47,227,78)
masthead-divider xyxy=(40,47,41,73)
cmyk-label: CMYK xyxy=(1490,2438,1498,2459)
utsah-box xyxy=(1055,91,1484,582)
paithani-caption: उपस्थित भाग लिया. कार्यक्रम में हजारों महिलाओं ने आयोजित इन कार्यक्रमों में महिलाओं ने पुरस्कार जीते. xyxy=(663,1085,825,1123)
